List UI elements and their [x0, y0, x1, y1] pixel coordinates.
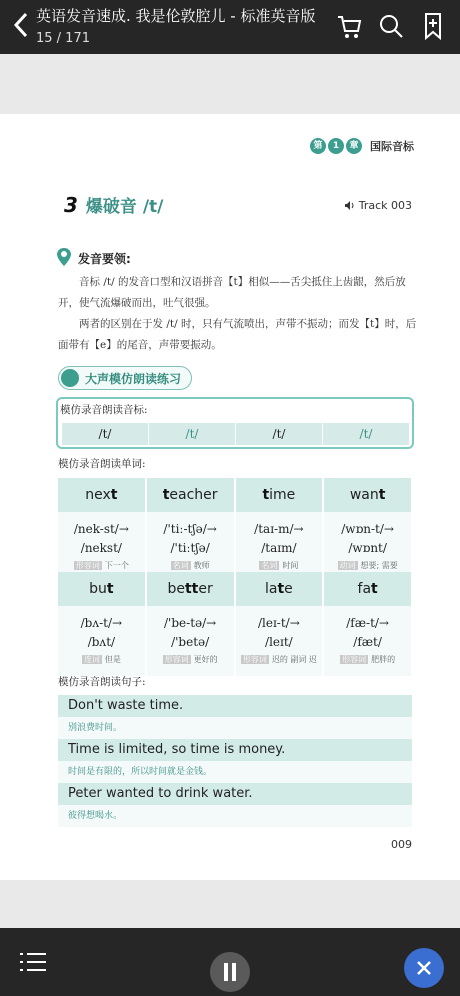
section-title: 爆破音 /t/ — [85, 197, 164, 217]
word-cell[interactable]: teacher — [147, 478, 234, 512]
practice-icon — [61, 369, 79, 387]
pause-button[interactable] — [210, 952, 250, 992]
word-detail: /'be-tə/→ /'betə/ 形容词 更好的 — [147, 606, 234, 676]
close-button[interactable] — [404, 948, 444, 988]
word-cell[interactable]: fat — [324, 572, 411, 606]
word-cell[interactable]: but — [58, 572, 145, 606]
sentences-label: 模仿录音朗读句子: — [58, 676, 146, 688]
sentence-cn: 别浪费时间。 — [58, 717, 412, 739]
chapter-title: 国际音标 — [370, 140, 414, 153]
page-number: 009 — [391, 838, 412, 851]
track-label[interactable]: Track 003 — [344, 199, 412, 212]
location-pin-icon — [56, 247, 72, 267]
sentence-en[interactable]: Peter wanted to drink water. — [58, 783, 412, 805]
word-detail: /nek-st/→ /nekst/ 形容词 下一个 — [58, 512, 145, 582]
menu-list-icon[interactable] — [20, 950, 46, 974]
intro-paragraph-1: 音标 /t/ 的发音口型和汉语拼音【t】相似——舌尖抵住上齿龈，然后放开，使气流爆破而出，吐气很强。 — [58, 276, 406, 309]
back-arrow-icon[interactable] — [8, 8, 36, 42]
close-icon — [404, 948, 444, 988]
intro-paragraph-2: 两者的区别在于发 /t/ 时，只有气流喷出，声带不振动；而发【t】时，后面带有【e】的尾音，声带要振动。 — [58, 318, 417, 351]
word-cell[interactable]: late — [236, 572, 323, 606]
word-cell[interactable]: time — [236, 478, 323, 512]
word-grid-row-2 — [58, 572, 411, 676]
word-detail: /leɪ-t/→ /leɪt/ 形容词 迟的 副词 迟 — [236, 606, 323, 676]
add-bookmark-icon[interactable] — [418, 11, 448, 41]
ipa-row — [62, 423, 410, 445]
intro-title: 发音要领: — [78, 252, 131, 266]
speaker-icon — [344, 200, 355, 211]
bottom-bar — [0, 928, 460, 996]
words-label: 模仿录音朗读单词: — [58, 458, 146, 470]
ipa-symbol: /t/ — [62, 423, 149, 445]
word-detail: /fæ-t/→ /fæt/ 形容词 肥胖的 — [324, 606, 411, 676]
book-title: 英语发音速成. 我是伦敦腔儿 - 标准英音版 — [36, 7, 316, 25]
word-cell[interactable]: better — [147, 572, 234, 606]
sentence-list — [58, 695, 412, 827]
chapter-badge: 第 1 章 — [310, 138, 362, 154]
book-page — [0, 114, 460, 880]
word-detail: /'tiː-tʃə/→ /'tiːtʃə/ 名词 教师 — [147, 512, 234, 582]
word-detail: /taɪ-m/→ /taɪm/ 名词 时间 — [236, 512, 323, 582]
ipa-practice-box[interactable] — [56, 397, 414, 449]
ipa-symbol: /t/ — [236, 423, 323, 445]
cart-icon[interactable] — [334, 11, 364, 41]
sentence-en[interactable]: Time is limited, so time is money. — [58, 739, 412, 761]
word-cell[interactable]: next — [58, 478, 145, 512]
section-heading — [64, 192, 163, 217]
sentence-en[interactable]: Don't waste time. — [58, 695, 412, 717]
top-bar — [0, 0, 460, 54]
chapter-header — [310, 138, 414, 154]
ipa-symbol: /t/ — [149, 423, 236, 445]
word-grid-row-1 — [58, 478, 411, 582]
page-counter: 15 / 171 — [36, 31, 90, 46]
sentence-cn: 彼得想喝水。 — [58, 805, 412, 827]
sentence-cn: 时间是有限的，所以时间就是金钱。 — [58, 761, 412, 783]
section-number: 3 — [64, 193, 78, 217]
word-cell[interactable]: want — [324, 478, 411, 512]
word-detail: /wɒn-t/→ /wɒnt/ 动词 想要; 需要 — [324, 512, 411, 582]
word-detail: /bʌ-t/→ /bʌt/ 连词 但是 — [58, 606, 145, 676]
pause-icon — [210, 952, 250, 992]
practice-heading: 大声模仿朗读练习 — [58, 366, 192, 390]
search-icon[interactable] — [376, 11, 406, 41]
ipa-label: 模仿录音朗读音标: — [60, 404, 148, 416]
ipa-symbol: /t/ — [323, 423, 410, 445]
